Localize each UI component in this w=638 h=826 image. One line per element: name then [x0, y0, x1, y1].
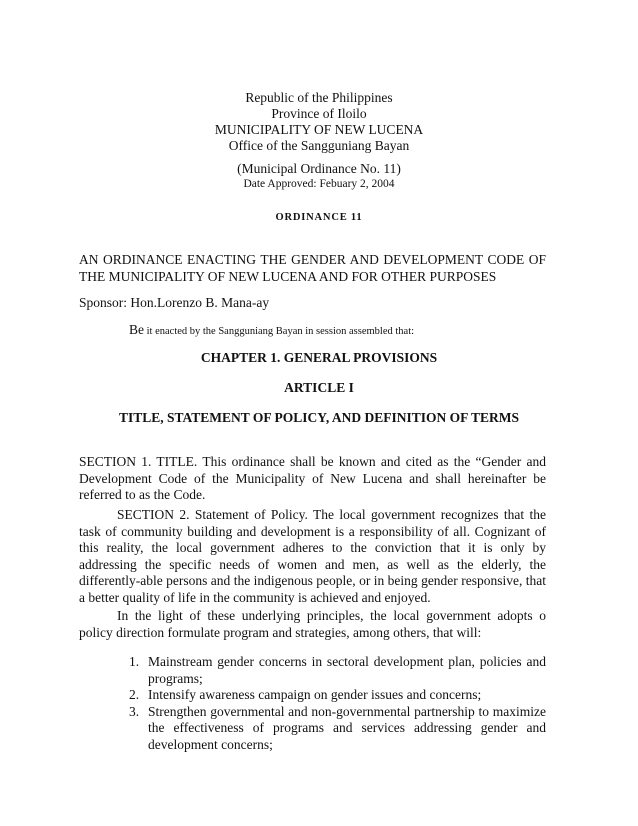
chapter-heading: CHAPTER 1. GENERAL PROVISIONS — [200, 350, 438, 365]
enacting-lead: Be — [129, 322, 144, 337]
ordinance-title: ORDINANCE 11 — [275, 212, 363, 223]
header-province: Province of Iloilo — [271, 106, 367, 121]
letterhead — [0, 90, 638, 154]
article-title: TITLE, STATEMENT OF POLICY, AND DEFINITION OF TERMS — [119, 410, 519, 425]
policy-list — [129, 654, 546, 753]
date-approved: Date Approved: Febuary 2, 2004 — [243, 178, 395, 190]
section-1-paragraph: SECTION 1. TITLE. This ordinance shall be known and cited as the “Gender and Development Code of the Municipality of New Lucena and shall hereinafter be referred to as the Code. — [79, 454, 546, 502]
ordinance-meta — [0, 161, 638, 191]
enacting-clause — [129, 322, 414, 338]
list-item: 2. Intensify awareness campaign on gender issues and concerns; — [129, 687, 482, 702]
ordinance-heading: AN ORDINANCE ENACTING THE GENDER AND DEVELOPMENT CODE OF THE MUNICIPALITY OF NEW LUCENA AND FOR OTHER PURPOSES — [79, 252, 546, 284]
sponsor-line: Sponsor: Hon.Lorenzo B. Mana-ay — [79, 295, 270, 310]
ordinance-number: (Municipal Ordinance No. 11) — [237, 161, 401, 176]
header-municipality: MUNICIPALITY OF NEW LUCENA — [214, 122, 424, 137]
enacting-rest: it enacted by the Sangguniang Bayan in session assembled that: — [144, 326, 415, 337]
list-item: 1. Mainstream gender concerns in sectoral development plan, policies and programs; — [129, 654, 546, 686]
policy-intro-paragraph: In the light of these underlying principles, the local government adopts o policy direction formulate program and strategies, among others, that will: — [79, 608, 546, 640]
article-heading: ARTICLE I — [284, 380, 354, 395]
section-2-paragraph: SECTION 2. Statement of Policy. The local government recognizes that the task of community building and development is a responsibility of all. Cognizant of this reality, the local government adheres to the conviction that it is only by addressing the specific needs of women and men, as well as the elderly, the differently-able persons and the indigenous people, or in being gender responsive, that a better quality of life in the community is achieved and enjoyed. — [79, 507, 546, 605]
header-republic: Republic of the Philippines — [245, 90, 393, 105]
header-office: Office of the Sangguniang Bayan — [228, 138, 410, 153]
list-item: 3. Strengthen governmental and non-governmental partnership to maximize the effectiveness of programs and services addressing gender and development concerns; — [129, 703, 546, 752]
